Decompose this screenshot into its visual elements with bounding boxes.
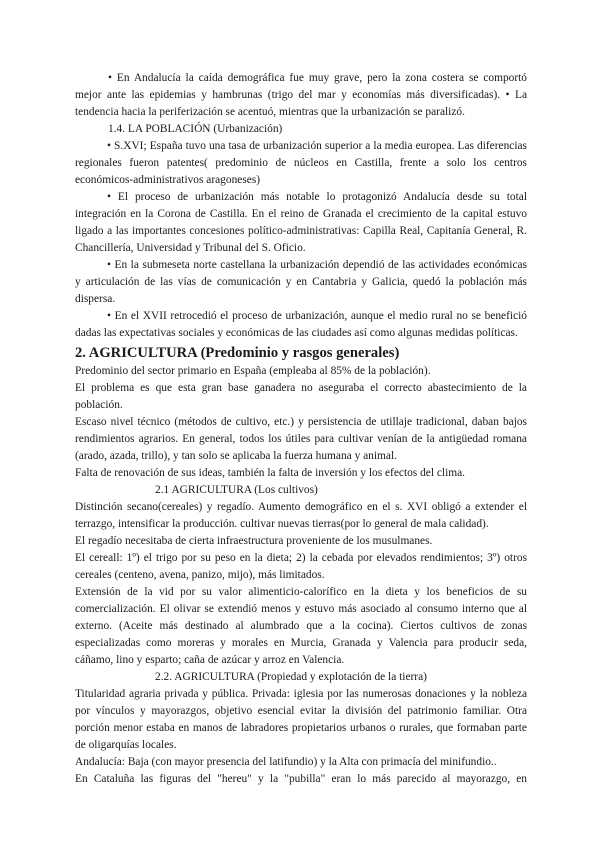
paragraph: Andalucía: Baja (con mayor presencia del latifundio) y la Alta con primacía del minifundio.. [75,756,497,768]
paragraph: El regadío necesitaba de cierta infraestructura proveniente de los musulmanes. [75,535,433,547]
bullet-paragraph: • En el XVII retrocedió el proceso de urbanización, aunque el medio rural no se benefició dadas las expectativas sociales y económicas de las ciudades así como algunas medidas políticas. [75,310,527,339]
paragraph: El problema es que esta gran base ganadera no aseguraba el correcto abastecimiento de la población. [75,382,527,411]
subheading-propiedad: 2.2. AGRICULTURA (Propiedad y explotación de la tierra) [155,671,427,683]
paragraph: Titularidad agraria privada y pública. Privada: iglesia por las numerosas donaciones y la nobleza por vínculos y mayorazgos, objetivo esencial evitar la división del patrimonio familiar. Otra porción menor estaba en manos de labradores propietarios urbanos o rurales, que formaban parte de oligarquías locales. [75,688,527,751]
paragraph: En Cataluña las figuras del "hereu" y la "pubilla" eran lo más parecido al mayorazgo, en [75,773,527,785]
subheading-poblacion: 1.4. LA POBLACIÓN (Urbanización) [108,123,283,135]
section-heading-agricultura: 2. AGRICULTURA (Predominio y rasgos generales) [75,345,400,361]
paragraph: El cereall: 1º) el trigo por su peso en la dieta; 2) la cebada por elevados rendimientos; 3º) otros cereales (centeno, avena, panizo, mijo), más limitados. [75,552,527,581]
paragraph: Distinción secano(cereales) y regadío. Aumento demográfico en el s. XVI obligó a extender el terrazgo, intensificar la producción. cultivar nuevas tierras(por lo general de mala calidad). [75,501,527,530]
paragraph: Predominio del sector primario en España (empleaba al 85% de la población). [75,365,431,377]
bullet-paragraph: • En la submeseta norte castellana la urbanización dependió de las actividades económicas y articulación de las vías de comunicación y en Cantabria y Galicia, quedó la población más dispersa. [75,259,527,305]
paragraph: Extensión de la vid por su valor alimenticio-calorífico en la dieta y los beneficios de su comercialización. El olivar se extendió menos y estuvo más asociado al consumo interno que al externo. (Aceite más destinado al alumbrado que a la cocina). Ciertos cultivos de zonas especializadas como moreras y morales en Murcia, Granada y Valencia para producir seda, cáñamo, lino y esparto; caña de azúcar y arroz en Valencia. [75,586,527,666]
bullet-paragraph: • El proceso de urbanización más notable lo protagonizó Andalucía desde su total integración en la Corona de Castilla. En el reino de Granada el crecimiento de la capital estuvo ligado a las importantes concesiones político-administrativas: Capilla Real, Capitanía General, R. Chancillería, Universidad y Tribunal del S. Oficio. [75,191,527,254]
paragraph: Falta de renovación de sus ideas, también la falta de inversión y los efectos del clima. [75,467,466,479]
bullet-paragraph: • S.XVI; España tuvo una tasa de urbanización superior a la media europea. Las diferencias regionales fueron patentes( predominio de núcleos en Castilla, frente a solo los centros económicos-administrativos aragoneses) [75,140,527,186]
subheading-cultivos: 2.1 AGRICULTURA (Los cultivos) [155,484,318,496]
page-content [75,70,527,788]
paragraph: Escaso nivel técnico (métodos de cultivo, etc.) y persistencia de utillaje tradicional, daban bajos rendimientos agrarios. En general, todos los útiles para cultivar venían de la antigüedad romana (arado, azada, trillo), y tan solo se aplicaba la fuerza humana y animal. [75,416,527,462]
andalucia-bullet-paragraph: • En Andalucía la caída demográfica fue muy grave, pero la zona costera se comportó mejor ante las epidemias y hambrunas (trigo del mar y economías más diversificadas). • La tendencia hacia la periferización se acentuó, mientras que la urbanización se paralizó. [75,72,527,118]
